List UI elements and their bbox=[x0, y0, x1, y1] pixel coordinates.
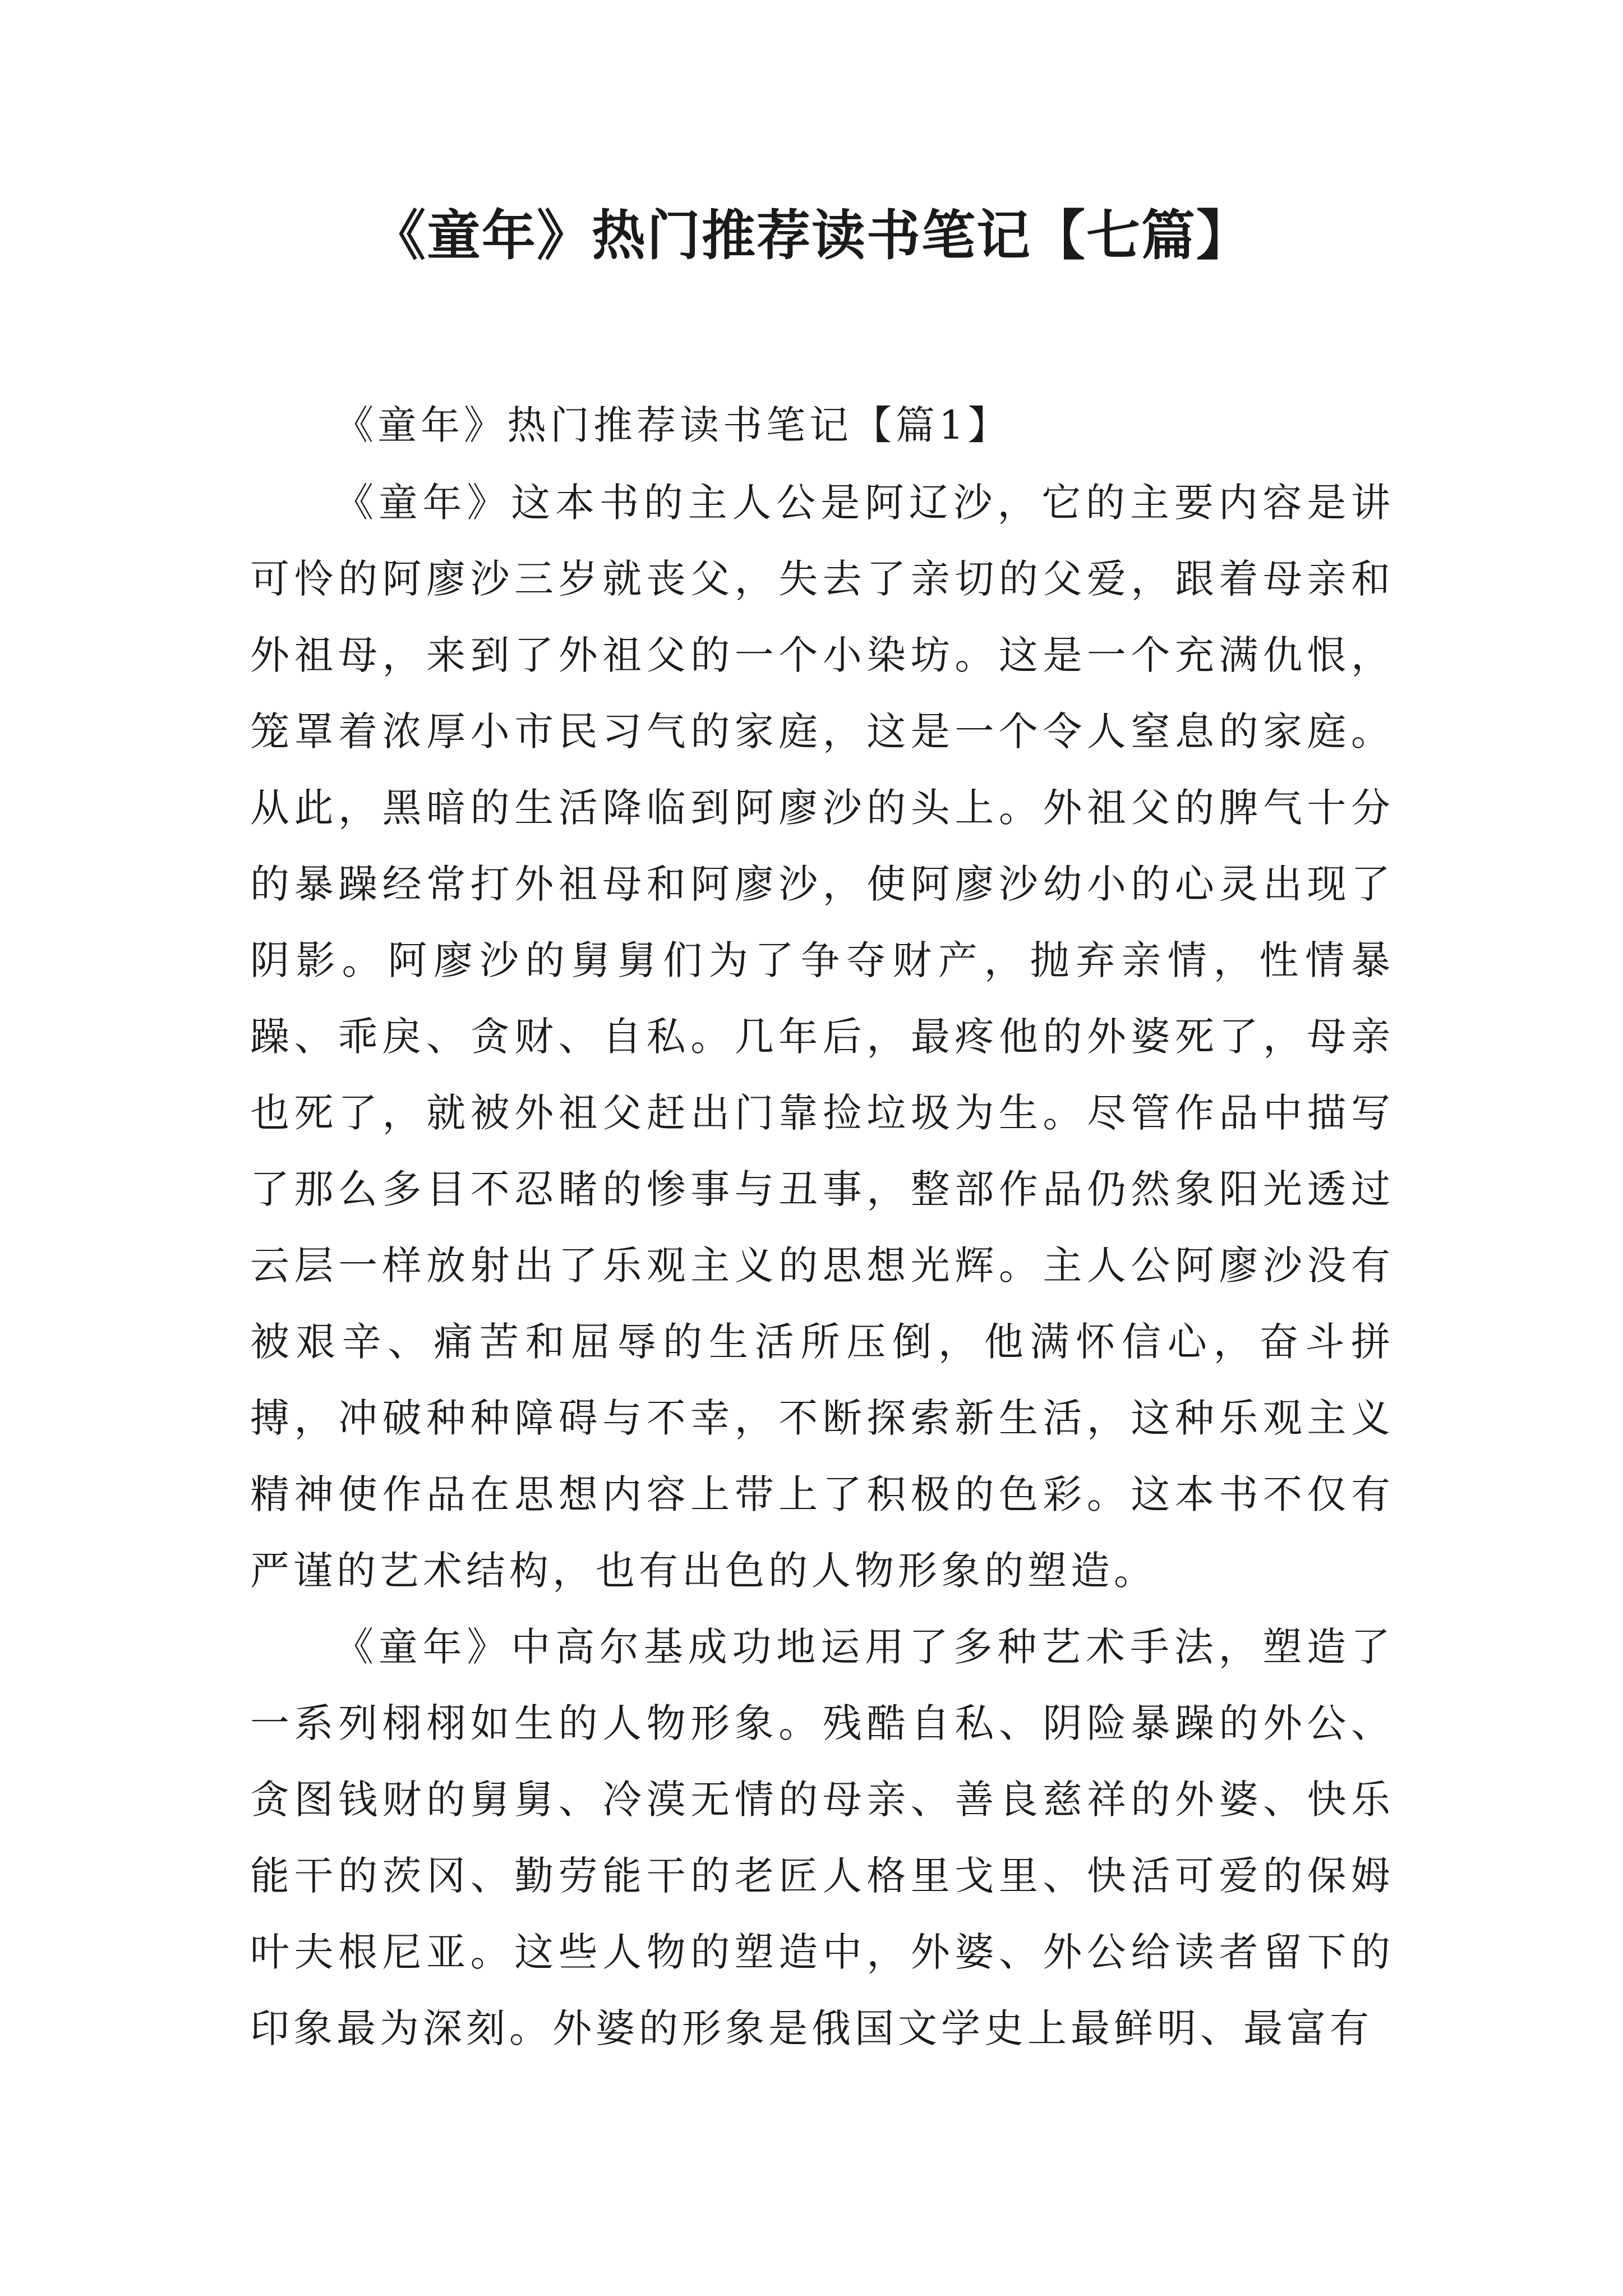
document-title: 《童年》热门推荐读书笔记【七篇】 bbox=[372, 204, 1251, 267]
body-paragraph-2: 《童年》中高尔基成功地运用了多种艺术手法，塑造了一系列栩栩如生的人物形象。残酷自私、阴险暴躁的外公、贪图钱财的舅舅、冷漠无情的母亲、善良慈祥的外婆、快乐能干的茨冈、勤劳能干的老匠人格里戈里、快活可爱的保姆叶夫根尼亚。这些人物的塑造中，外婆、外公给读者留下的印象最为深刻。外婆的形象是俄国文学史上最鲜明、最富有 bbox=[250, 1624, 1394, 2051]
body-paragraph-1: 《童年》这本书的主人公是阿辽沙，它的主要内容是讲可怜的阿廖沙三岁就丧父，失去了亲切的父爱，跟着母亲和外祖母，来到了外祖父的一个小染坊。这是一个充满仇恨，笼罩着浓厚小市民习气的家庭，这是一个令人窒息的家庭。从此，黑暗的生活降临到阿廖沙的头上。外祖父的脾气十分的暴躁经常打外祖母和阿廖沙，使阿廖沙幼小的心灵出现了阴影。阿廖沙的舅舅们为了争夺财产，抛弃亲情，性情暴躁、乖戾、贪财、自私。几年后，最疼他的外婆死了，母亲也死了，就被外祖父赶出门靠捡垃圾为生。尽管作品中描写了那么多目不忍睹的惨事与丑事，整部作品仍然象阳光透过云层一样放射出了乐观主义的思想光辉。主人公阿廖沙没有被艰辛、痛苦和屈辱的生活所压倒，他满怀信心，奋斗拼搏，冲破种种障碍与不幸，不断探索新生活，这种乐观主义精神使作品在思想内容上带上了积极的色彩。这本书不仅有严谨的艺术结构，也有出色的人物形象的塑造。 bbox=[250, 480, 1394, 1594]
document-body bbox=[250, 387, 1394, 2067]
section-heading: 《童年》热门推荐读书笔记【篇1】 bbox=[334, 402, 1011, 448]
